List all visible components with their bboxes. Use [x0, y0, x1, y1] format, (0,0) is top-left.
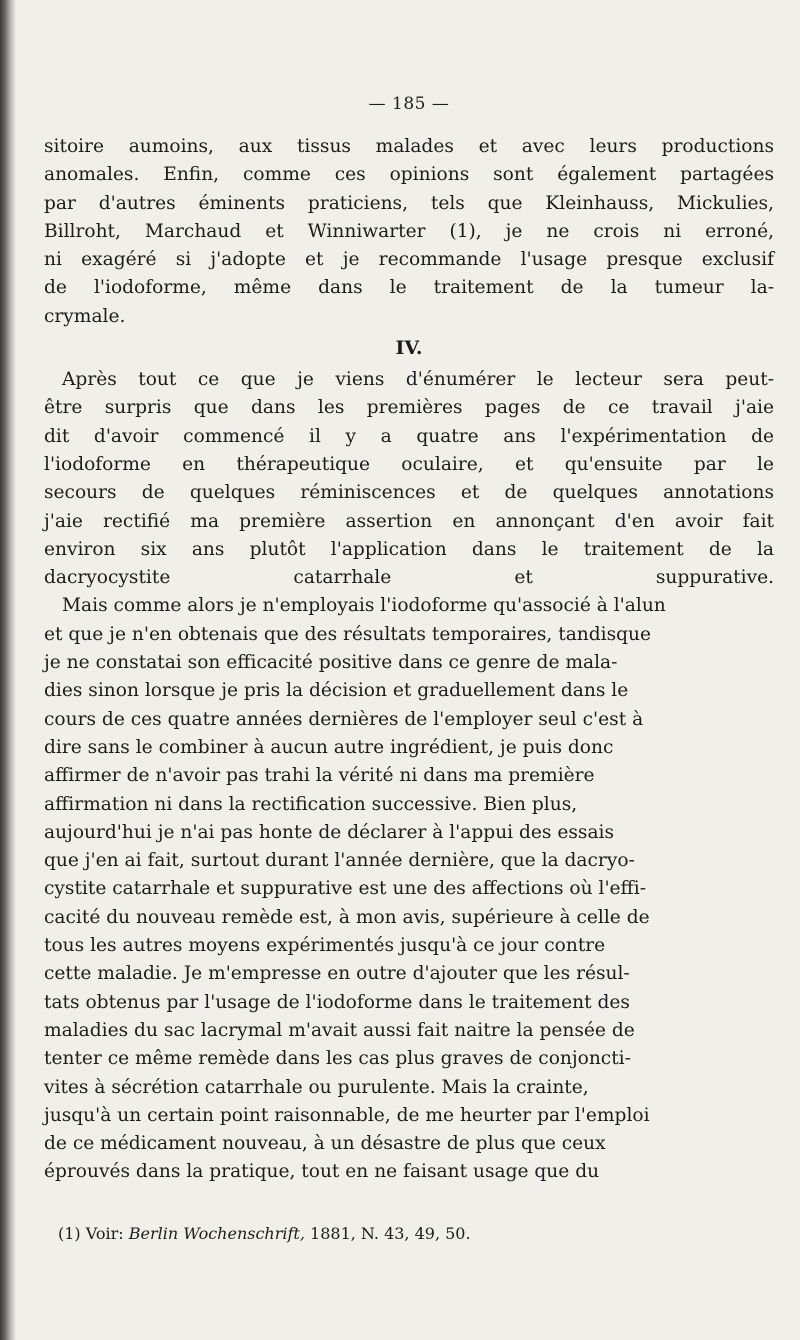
- footnote-marker: (1) Voir:: [58, 1223, 129, 1243]
- book-binding-edge: [0, 0, 16, 1340]
- section-heading: IV.: [395, 337, 423, 360]
- paragraph-main: Mais comme alors je n'employais l'iodoforme qu'associé à l'alun et que je n'en obtenais que des résultats temporaires, tandisque je ne constatai son efficacité positive dans ce genre de mala- dies sinon lorsque je pris la décision et graduellement dans le cours de ces quatre années dernières de l'employer seul c'est à dire sans le combiner à aucun autre ingrédient, je puis donc affirmer de n'avoir pas trahi la vérité ni dans ma première affirmation ni dans la rectification successive. Bien plus, aujourd'hui je n'ai pas honte de déclarer à l'appui des essais que j'en ai fait, surtout durant l'année dernière, que la dacryo- cystite catarrhale et suppurative est une des affections où l'effi- cacité du nouveau remède est, à mon avis, supérieure à celle de tous les autres moyens expérimentés jusqu'à ce jour contre cette maladie. Je m'empresse en outre d'ajouter que les résul- tats obtenus par l'usage de l'iodoforme dans le traitement des maladies du sac lacrymal m'avait aussi fait naitre la pensée de tenter ce même remède dans les cas plus graves de conjoncti- vites à sécrétion catarrhale ou purulente. Mais la crainte, jusqu'à un certain point raisonnable, de me heurter par l'emploi de ce médicament nouveau, à un désastre de plus que ceux éprouvés dans la pratique, tout en ne faisant usage que du: [44, 595, 666, 1183]
- document-page: [44, 92, 774, 1245]
- page-number: — 185 —: [368, 94, 450, 114]
- footnote-details: 1881, N. 43, 49, 50.: [304, 1223, 471, 1243]
- paragraph-continuation: sitoire aumoins, aux tissus malades et avec leurs productions anomales. Enfin, comme ces opinions sont également partagées par d'autres éminents praticiens, tels que Kleinhauss, Mickulies, Billroht, Marchaud et Winniwarter (1), je ne crois ni erroné, ni exagéré si j'adopte et je recommande l'usage presque exclusif de l'iodoforme, même dans le traitement de la tumeur la- crymale.: [44, 136, 774, 327]
- footnote: [58, 1223, 774, 1245]
- footnote-source: Berlin Wochenschrift,: [128, 1223, 305, 1243]
- paragraph-section-intro: Après tout ce que je viens d'énumérer le lecteur sera peut- être surpris que dans les premières pages de ce travail j'aie dit d'avoir commencé il y a quatre ans l'expérimentation de l'iodoforme en thérapeutique oculaire, et qu'ensuite par le secours de quelques réminiscences et de quelques annotations j'aie rectifié ma première assertion en annonçant d'en avoir fait environ six ans plutôt l'application dans le traitement de la dacryocystite catarrhale et suppurative.: [44, 369, 774, 589]
